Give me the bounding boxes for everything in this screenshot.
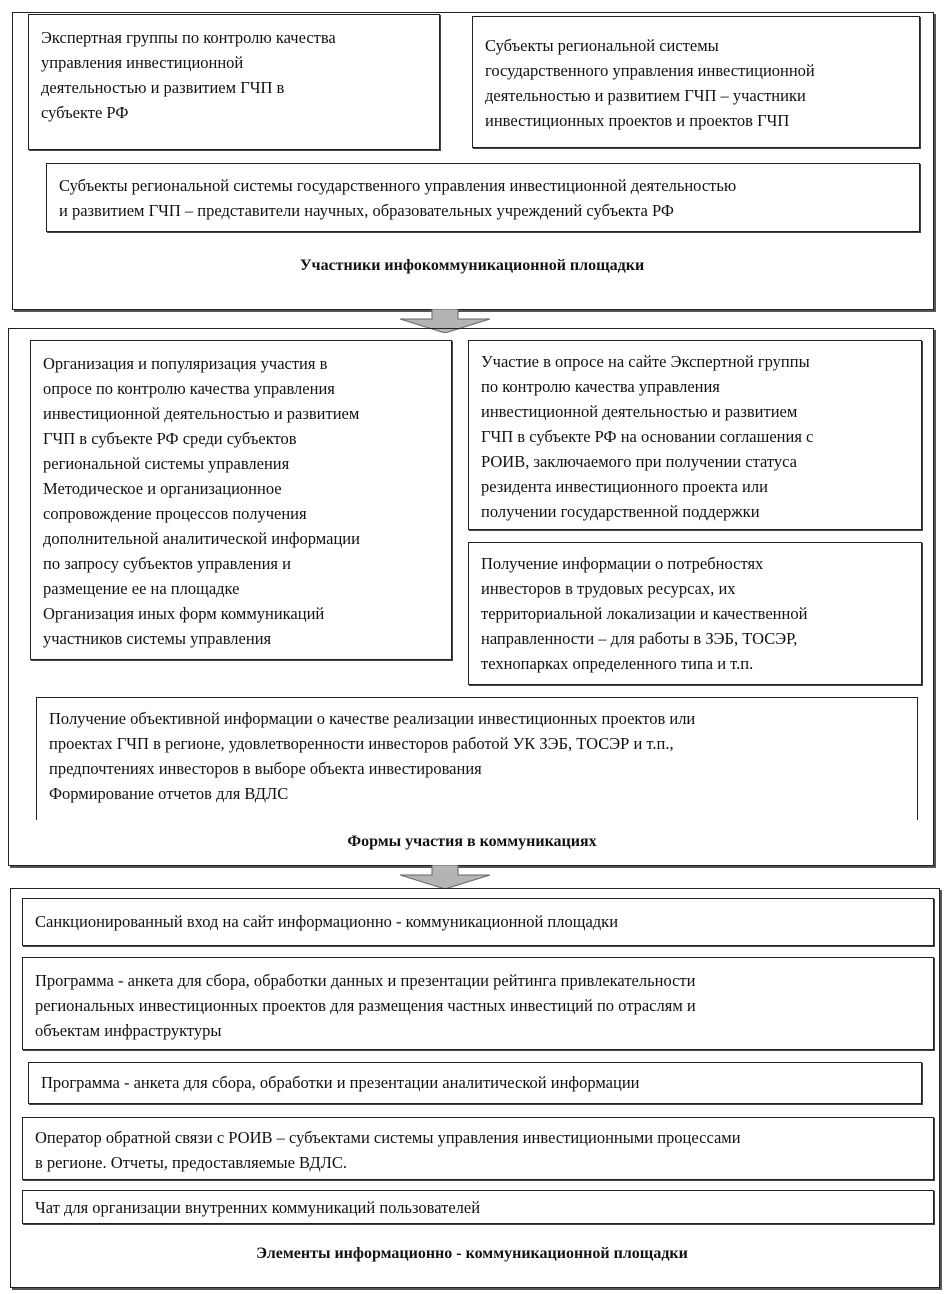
text-line: Экспертная группы по контролю качества — [41, 28, 336, 47]
organization-box — [30, 340, 452, 660]
regional-subjects-science-box — [46, 163, 920, 232]
text-line: РОИВ, заключаемого при получении статуса — [481, 452, 797, 471]
text-line: Субъекты региональной системы — [485, 36, 719, 55]
text-line: по контролю качества управления — [481, 377, 720, 396]
text-line: региональных инвестиционных проектов для размещения частных инвестиций по отраслям и — [35, 996, 696, 1015]
participants-title: Участники инфокоммуникационной площадки — [299, 257, 645, 274]
text-line: инвестиционной деятельностью и развитием — [481, 402, 798, 421]
text-line: технопарках определенного типа и т.п. — [481, 654, 754, 673]
text-line: резидента инвестиционного проекта или — [481, 477, 768, 496]
text-line: Программа - анкета для сбора, обработки и презентации аналитической информации — [41, 1073, 640, 1092]
text-line: предпочтениях инвесторов в выборе объекта инвестирования — [49, 759, 482, 778]
regional-subjects-participants-box — [472, 16, 920, 148]
text-line: Организация иных форм коммуникаций — [43, 604, 325, 623]
text-line: Чат для организации внутренних коммуникаций пользователей — [35, 1198, 481, 1217]
authorized-entry-box — [22, 898, 934, 946]
text-line: Получение информации о потребностях — [481, 554, 764, 573]
chat-box — [22, 1190, 934, 1224]
text-line: инвестиционных проектов и проектов ГЧП — [485, 111, 790, 130]
text-line: Формирование отчетов для ВДЛС — [49, 784, 289, 803]
text-line: субъекте РФ — [41, 103, 129, 122]
down-arrow-icon — [400, 865, 490, 889]
text-line: размещение ее на площадке — [43, 579, 240, 598]
text-line: в регионе. Отчеты, предоставляемые ВДЛС. — [35, 1153, 347, 1172]
text-line: деятельностью и развитием ГЧП в — [41, 78, 285, 97]
analytics-questionnaire-box — [28, 1062, 922, 1104]
text-line: Участие в опросе на сайте Экспертной группы — [481, 352, 810, 371]
text-line: ГЧП в субъекте РФ среди субъектов — [43, 429, 297, 448]
text-line: Методическое и организационное — [43, 479, 282, 498]
text-line: инвесторов в трудовых ресурсах, их — [481, 579, 736, 598]
text-line: управления инвестиционной — [41, 53, 244, 72]
text-line: и развитием ГЧП – представители научных, образовательных учреждений субъекта РФ — [59, 201, 674, 220]
feedback-operator-box — [22, 1117, 934, 1180]
text-line: дополнительной аналитической информации — [43, 529, 360, 548]
objective-info-box — [36, 697, 918, 820]
survey-participation-box — [468, 340, 922, 530]
labor-needs-box — [468, 542, 922, 685]
text-line: объектам инфраструктуры — [35, 1021, 222, 1040]
text-line: Получение объективной информации о качестве реализации инвестиционных проектов или — [49, 709, 696, 728]
text-line: опросе по контролю качества управления — [43, 379, 335, 398]
text-line: Организация и популяризация участия в — [43, 354, 328, 373]
text-line: Оператор обратной связи с РОИВ – субъектами системы управления инвестиционными процессами — [35, 1128, 741, 1147]
text-line: Субъекты региональной системы государственного управления инвестиционной деятельностью — [59, 176, 737, 195]
text-line: территориальной локализации и качественной — [481, 604, 808, 623]
text-line: Программа - анкета для сбора, обработки данных и презентации рейтинга привлекательности — [35, 971, 696, 990]
text-line: государственного управления инвестиционной — [485, 61, 815, 80]
text-line: по запросу субъектов управления и — [43, 554, 291, 573]
text-line: региональной системы управления — [43, 454, 290, 473]
rating-questionnaire-box — [22, 957, 934, 1050]
expert-group-box — [28, 14, 440, 150]
text-line: направленности – для работы в ЗЭБ, ТОСЭР, — [481, 629, 798, 648]
text-line: деятельностью и развитием ГЧП – участники — [485, 86, 806, 105]
forms-title: Формы участия в коммуникациях — [347, 833, 597, 850]
text-line: ГЧП в субъекте РФ на основании соглашения с — [481, 427, 814, 446]
text-line: получении государственной поддержки — [481, 502, 760, 521]
elements-title: Элементы информационно - коммуникационной площадки — [256, 1245, 688, 1262]
text-line: участников системы управления — [43, 629, 272, 648]
text-line: Санкционированный вход на сайт информационно - коммуникационной площадки — [35, 912, 619, 931]
text-line: инвестиционной деятельностью и развитием — [43, 404, 360, 423]
text-line: проектах ГЧП в регионе, удовлетворенности инвесторов работой УК ЗЭБ, ТОСЭР и т.п., — [49, 734, 674, 753]
text-line: сопровождение процессов получения — [43, 504, 307, 523]
